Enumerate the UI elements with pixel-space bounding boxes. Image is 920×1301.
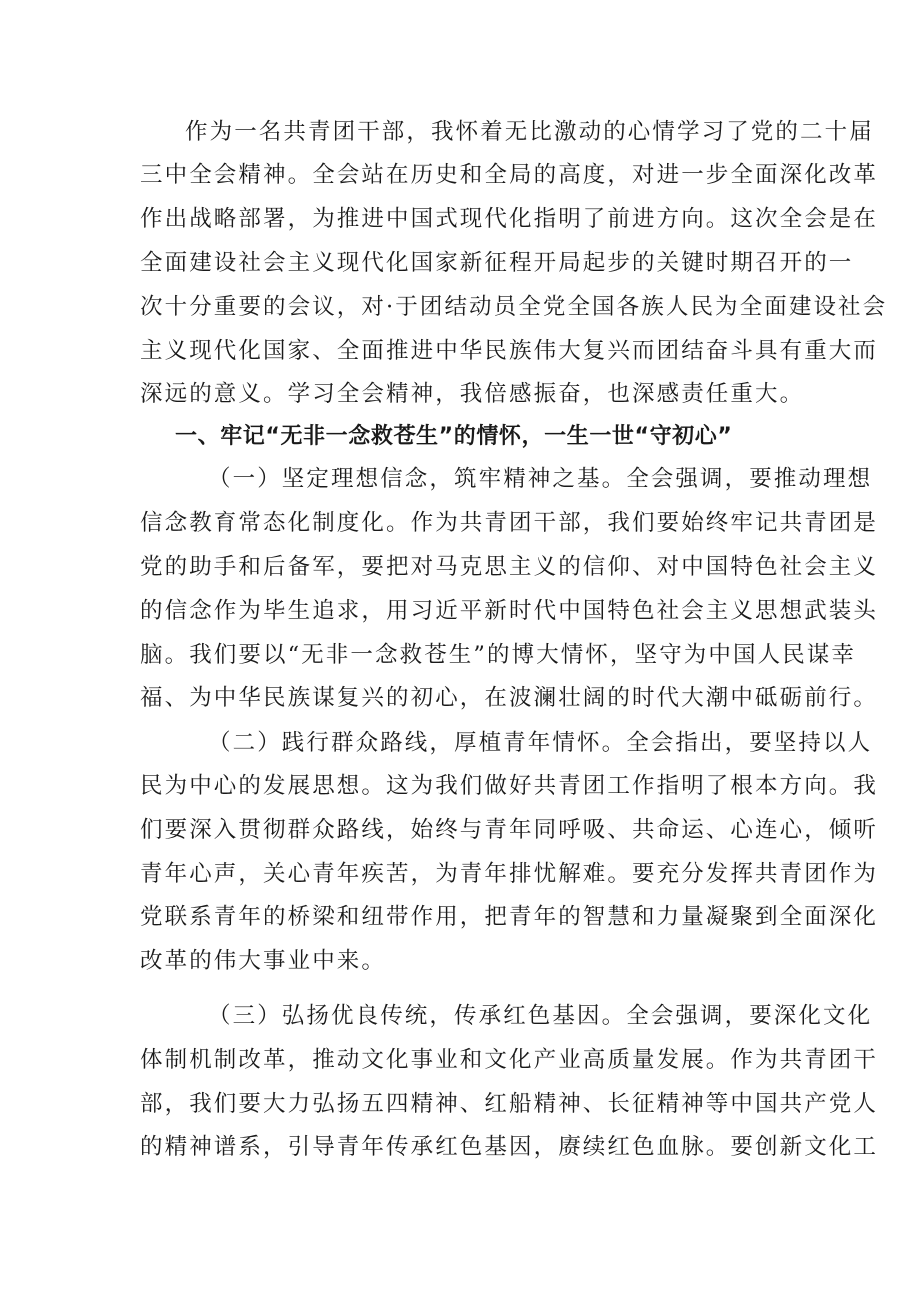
para1-line-2: 信念教育常态化制度化。作为共青团干部，我们要始终牢记共青团是 — [140, 510, 879, 536]
intro-line-7: 深远的意义。学习全会精神，我倍感振奋，也深感责任重大。 — [140, 381, 805, 407]
para1-line-5: 脑。我们要以“无非一念救苍生”的博大情怀，坚守为中国人民谋幸 — [140, 642, 857, 668]
para3-line-4: 的精神谱系，引导青年传承红色基因，赓续红色血脉。要创新文化工 — [140, 1134, 879, 1160]
para1-line-1: （一）坚定理想信念，筑牢精神之基。全会强调，要推动理想 — [208, 466, 873, 492]
intro-line-3: 作出战略部署，为推进中国式现代化指明了前进方向。这次全会是在 — [140, 206, 879, 232]
para3-line-2: 体制机制改革，推动文化事业和文化产业高质量发展。作为共青团干 — [140, 1047, 879, 1073]
para2-line-2: 民为中心的发展思想。这为我们做好共青团工作指明了根本方向。我 — [140, 773, 879, 799]
para1-line-3: 党的助手和后备军，要把对马克思主义的信仰、对中国特色社会主义 — [140, 554, 879, 580]
para3-line-3: 部，我们要大力弘扬五四精神、红船精神、长征精神等中国共产党人 — [140, 1091, 879, 1117]
para2-line-1: （二）践行群众路线，厚植青年情怀。全会指出，要坚持以人 — [208, 730, 873, 756]
intro-line-4: 全面建设社会主义现代化国家新征程开局起步的关键时期召开的一 — [140, 250, 854, 276]
para2-line-4: 青年心声，关心青年疾苦，为青年排忧解难。要充分发挥共青团作为 — [140, 861, 879, 887]
intro-line-6: 主义现代化国家、全面推进中华民族伟大复兴而团结奋斗具有重大而 — [140, 338, 879, 364]
para1-line-4: 的信念作为毕生追求，用习近平新时代中国特色社会主义思想武装头 — [140, 598, 879, 624]
para2-line-3: 们要深入贯彻群众路线，始终与青年同呼吸、共命运、心连心，倾听 — [140, 817, 879, 843]
para3-line-1: （三）弘扬优良传统，传承红色基因。全会强调，要深化文化 — [208, 1003, 873, 1029]
para2-line-5: 党联系青年的桥梁和纽带作用，把青年的智慧和力量凝聚到全面深化 — [140, 904, 879, 930]
section-heading: 一、牢记“无非一念救苍生”的情怀，一生一世“守初心” — [175, 424, 733, 449]
para1-line-6: 福、为中华民族谋复兴的初心，在波澜壮阔的时代大潮中砥砺前行。 — [140, 685, 879, 711]
intro-line-1: 作为一名共青团干部，我怀着无比激动的心情学习了党的二十届 — [185, 119, 874, 145]
intro-line-5: 次十分重要的会议，对·于团结动员全党全国各族人民为全面建设社会 — [140, 294, 888, 320]
para2-line-6: 改革的伟大事业中来。 — [140, 948, 387, 974]
intro-line-2: 三中全会精神。全会站在历史和全局的高度，对进一步全面深化改革 — [140, 162, 879, 188]
